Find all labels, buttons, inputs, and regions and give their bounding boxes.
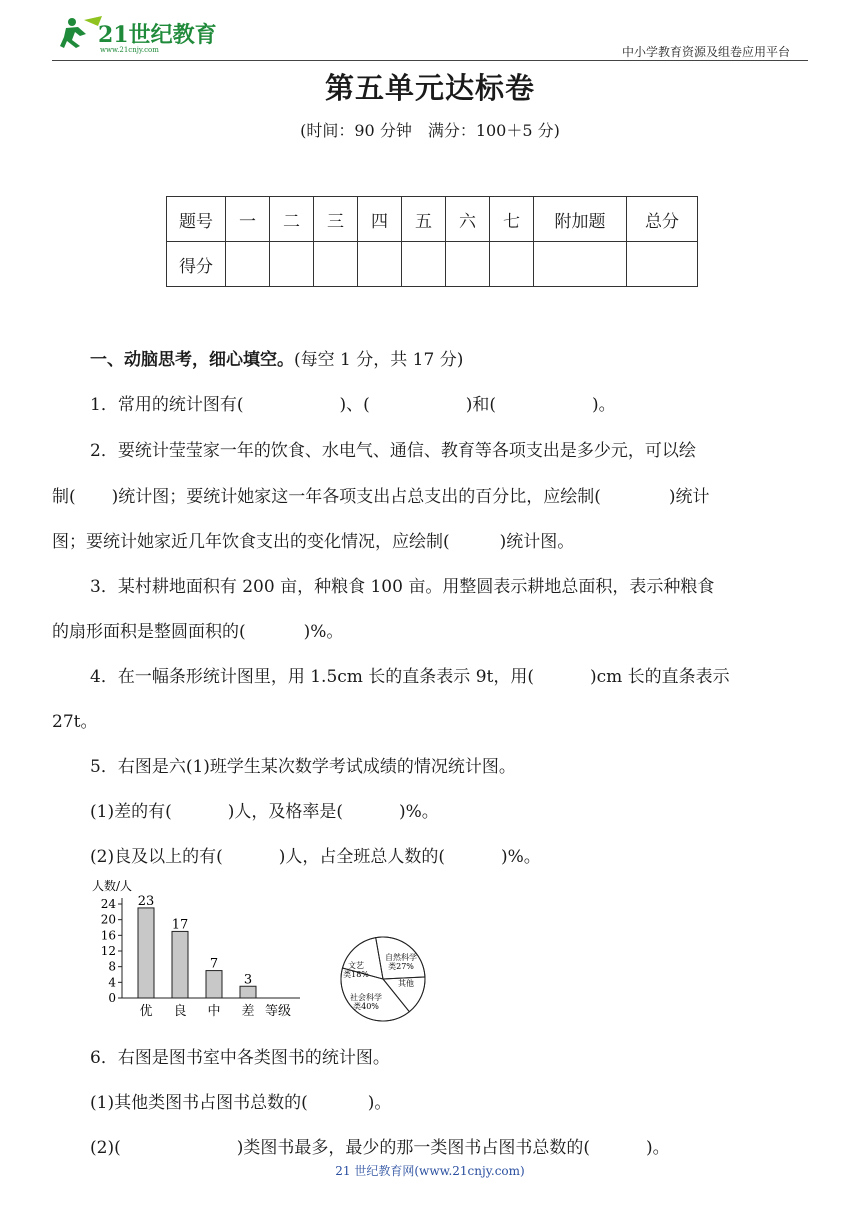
table-cell: 三: [314, 197, 358, 242]
x-tick-label: 差: [241, 1004, 255, 1018]
section-title: 一、动脑思考，细心填空。: [90, 350, 294, 370]
table-cell: 题号: [167, 197, 226, 242]
pie-chart: [338, 934, 428, 1024]
table-cell: 附加题: [534, 197, 627, 242]
q-text: )人，占全班总人数的(: [278, 847, 445, 867]
q-text: )%。: [398, 802, 439, 822]
score-input-cell[interactable]: [314, 242, 358, 287]
pie-slice-label: 其他: [398, 979, 414, 988]
q-text: )%。: [500, 847, 541, 867]
score-input-cell[interactable]: [270, 242, 314, 287]
pie-slice-label: 自然科学类27%: [385, 953, 417, 971]
x-tick-label: 良: [173, 1004, 187, 1018]
question-3-line-2: [52, 617, 343, 642]
table-cell: 得分: [167, 242, 226, 287]
question-5: 5．右图是六(1)班学生某次数学考试成绩的情况统计图。: [90, 757, 516, 777]
q-text: 图；要统计她家近几年饮食支出的变化情况，应绘制(: [52, 532, 450, 552]
q-text: )cm 长的直条表示: [589, 667, 730, 687]
q-text: )人，及格率是(: [227, 802, 343, 822]
x-tick-label: 优: [139, 1004, 153, 1018]
q-text: )。: [591, 395, 616, 415]
question-4-line-1: [90, 662, 730, 687]
q-text: )、(: [339, 395, 370, 415]
table-cell: 七: [490, 197, 534, 242]
score-input-cell[interactable]: [446, 242, 490, 287]
bar: [138, 908, 154, 998]
question-3-line-1: 3．某村耕地面积有 200 亩，种粮食 100 亩。用整圆表示耕地总面积，表示种粮食: [90, 577, 715, 597]
table-cell: 二: [270, 197, 314, 242]
q-text: )统计图。: [499, 532, 575, 552]
bar-data-label: 7: [209, 956, 219, 972]
q-text: )统计图；要统计她家这一年各项支出占总支出的百分比，应绘制(: [111, 487, 601, 507]
table-cell: 六: [446, 197, 490, 242]
page-footer: 21 世纪教育网(www.21cnjy.com): [335, 1164, 525, 1178]
question-6: 6．右图是图书室中各类图书的统计图。: [90, 1048, 390, 1068]
y-tick-label: 4: [108, 975, 116, 990]
y-tick-label: 16: [100, 928, 116, 943]
score-input-cell[interactable]: [627, 242, 698, 287]
y-tick-label: 20: [100, 912, 116, 927]
runner-icon: [60, 16, 102, 48]
score-input-cell[interactable]: [402, 242, 446, 287]
pie-slice-label: 文艺类18%: [343, 961, 369, 979]
question-5-part-1: [90, 797, 439, 822]
q-text: 的扇形面积是整圆面积的(: [52, 622, 246, 642]
score-input-cell[interactable]: [226, 242, 270, 287]
question-5-part-2: [90, 842, 541, 867]
table-cell: 一: [226, 197, 270, 242]
bar-data-label: 17: [171, 917, 189, 933]
bar-data-label: 3: [243, 972, 253, 988]
y-tick-label: 0: [108, 991, 116, 1005]
question-2-line-2: [52, 482, 710, 507]
question-1: [90, 390, 616, 415]
q-text: )统计: [668, 487, 710, 507]
q-text: (2)良及以上的有(: [90, 847, 223, 867]
section-heading: [90, 345, 463, 370]
q-text: 4．在一幅条形统计图里，用 1.5cm 长的直条表示 9t，用(: [90, 667, 534, 687]
page-title: 第五单元达标卷: [324, 71, 535, 105]
q-text: )。: [367, 1093, 392, 1113]
bar-data-label: 23: [137, 893, 155, 909]
question-2-line-1: 2．要统计莹莹家一年的饮食、水电气、通信、教育等各项支出是多少元，可以绘: [90, 441, 696, 461]
score-input-cell[interactable]: [534, 242, 627, 287]
score-input-cell[interactable]: [358, 242, 402, 287]
header-divider: [52, 60, 808, 61]
table-cell: 五: [402, 197, 446, 242]
logo-url: www.21cnjy.com: [100, 46, 159, 54]
q-text: )和(: [465, 395, 496, 415]
bar: [206, 971, 222, 998]
question-4-line-2: 27t。: [52, 712, 98, 732]
logo-text: 21世纪教育: [98, 22, 217, 48]
q-text: )类图书最多，最少的那一类图书占图书总数的(: [236, 1138, 590, 1158]
score-table-header-row: [167, 197, 698, 242]
table-cell: 四: [358, 197, 402, 242]
table-cell: 总分: [627, 197, 698, 242]
bar: [172, 931, 188, 998]
y-axis-label: 人数/人: [92, 879, 133, 893]
q-text: 制(: [52, 487, 76, 507]
exam-subtitle: (时间：90 分钟 满分：100＋5 分): [300, 121, 560, 140]
score-table-score-row: [167, 242, 698, 287]
y-tick-label: 12: [100, 944, 116, 958]
bar: [240, 986, 256, 998]
q-text: (1)差的有(: [90, 802, 172, 822]
x-axis-label: 等级: [264, 1004, 292, 1018]
header-platform-text: 中小学教育资源及组卷应用平台: [621, 45, 790, 59]
score-input-cell[interactable]: [490, 242, 534, 287]
pie-slice-label: 社会科学类40%: [350, 993, 382, 1011]
q-text: )%。: [303, 622, 344, 642]
question-6-part-1: [90, 1088, 391, 1113]
q-text: 1．常用的统计图有(: [90, 395, 244, 415]
bar-chart: [90, 878, 310, 1018]
q-text: (2)(: [90, 1138, 121, 1158]
q-text: )。: [645, 1138, 670, 1158]
question-6-part-2: [90, 1133, 670, 1158]
x-tick-label: 中: [207, 1004, 221, 1018]
section-note: (每空 1 分，共 17 分): [294, 350, 464, 370]
y-tick-label: 24: [100, 897, 116, 911]
y-tick-label: 8: [108, 959, 116, 974]
q-text: (1)其他类图书占图书总数的(: [90, 1093, 308, 1113]
logo: [58, 14, 238, 54]
score-table: [166, 196, 698, 287]
question-2-line-3: [52, 527, 574, 552]
